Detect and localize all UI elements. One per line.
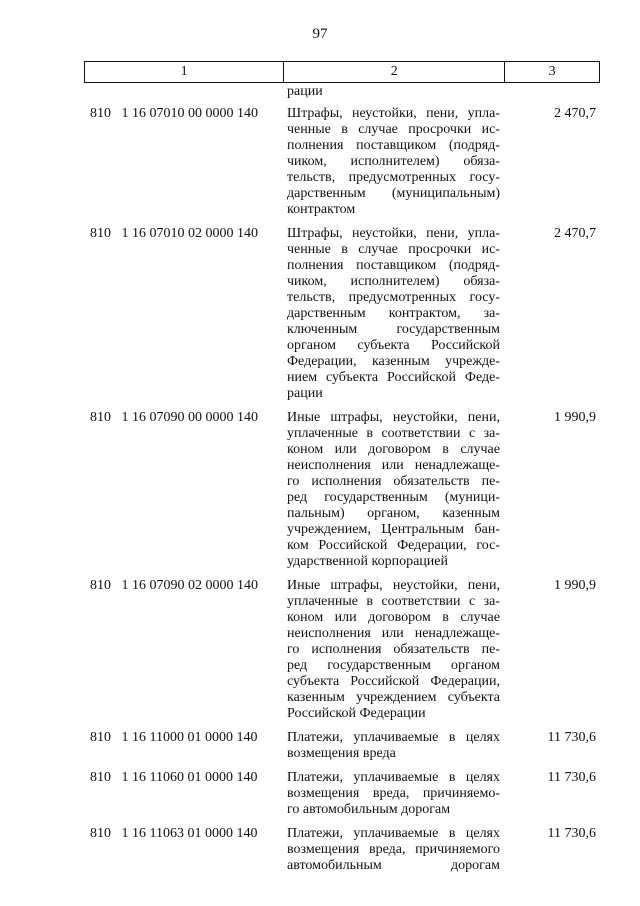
description-line: ченные в случае просрочки ис- <box>287 242 500 257</box>
row-amount: 11 730,6 <box>547 770 596 785</box>
description-line: полнения поставщиком (подряд- <box>287 138 500 153</box>
description-line: субъекта Российской Федерации, <box>287 674 500 689</box>
description-line: коном или договором в случае <box>287 442 500 457</box>
row-description <box>287 226 500 402</box>
description-line: полнения поставщиком (подряд- <box>287 258 500 273</box>
table-row <box>0 730 640 762</box>
description-line: тельств, предусмотренных госу- <box>287 290 500 305</box>
description-line: контрактом <box>287 202 356 217</box>
description-line: возмещения вреда, причиняемого <box>287 842 500 857</box>
table-header <box>84 61 600 83</box>
row-amount: 1 990,9 <box>554 578 596 593</box>
description-line: казенным учреждением субъекта <box>287 690 500 705</box>
description-line: рации <box>287 386 323 401</box>
description-line: Платежи, уплачиваемые в целях <box>287 770 500 785</box>
row-code: 810 1 16 07090 00 0000 140 <box>90 410 258 425</box>
description-line: возмещения вреда, причиняемо- <box>287 786 500 801</box>
description-line: го автомобильным дорогам <box>287 802 451 817</box>
description-line: чиком, исполнителем) обяза- <box>287 154 500 169</box>
row-amount: 11 730,6 <box>547 730 596 745</box>
row-code: 810 1 16 07010 00 0000 140 <box>90 106 258 121</box>
row-description <box>287 106 500 218</box>
row-code: 810 1 16 11000 01 0000 140 <box>90 730 258 745</box>
description-line: чиком, исполнителем) обяза- <box>287 274 500 289</box>
header-col-2: 2 <box>284 62 505 82</box>
description-line: ченные в случае просрочки ис- <box>287 122 500 137</box>
row-code: 810 1 16 11063 01 0000 140 <box>90 826 258 841</box>
description-line: Платежи, уплачиваемые в целях <box>287 826 500 841</box>
row-code: 810 1 16 07010 02 0000 140 <box>90 226 258 241</box>
page-number: 97 <box>312 26 328 42</box>
description-line: пальным) органом, казенным <box>287 506 500 521</box>
description-line: го исполнения обязательств пе- <box>287 642 500 657</box>
row-description <box>287 578 500 722</box>
description-line: органом субъекта Российской <box>287 338 500 353</box>
description-line: тельств, предусмотренных госу- <box>287 170 500 185</box>
description-line: дарственным контрактом, за- <box>287 306 500 321</box>
header-col-1: 1 <box>85 62 284 82</box>
description-line: го исполнения обязательств пе- <box>287 474 500 489</box>
row-code: 810 1 16 07090 02 0000 140 <box>90 578 258 593</box>
description-line: Российской Федерации <box>287 706 426 721</box>
description-line: Штрафы, неустойки, пени, упла- <box>287 226 500 241</box>
description-line: Платежи, уплачиваемые в целях <box>287 730 500 745</box>
description-line: ред государственным органом <box>287 658 500 673</box>
table-row <box>0 226 640 402</box>
description-line: Иные штрафы, неустойки, пени, <box>287 578 500 593</box>
table-body <box>0 106 640 882</box>
row-description <box>287 410 500 570</box>
description-line: неисполнения или ненадлежаще- <box>287 626 500 641</box>
row-description <box>287 770 500 818</box>
description-line: ком Российской Федерации, гос- <box>287 538 500 553</box>
row-code: 810 1 16 11060 01 0000 140 <box>90 770 258 785</box>
row-description <box>287 826 500 874</box>
row-amount: 2 470,7 <box>554 106 596 121</box>
description-line: неисполнения или ненадлежаще- <box>287 458 500 473</box>
description-line: ключенным государственным <box>287 322 500 337</box>
description-line: уплаченные в соответствии с за- <box>287 426 500 441</box>
description-line: уплаченные в соответствии с за- <box>287 594 500 609</box>
description-line: нием субъекта Российской Феде- <box>287 370 500 385</box>
row-amount: 2 470,7 <box>554 226 596 241</box>
table-row <box>0 106 640 218</box>
description-line: возмещения вреда <box>287 746 396 761</box>
description-line: Иные штрафы, неустойки, пени, <box>287 410 500 425</box>
header-col-3: 3 <box>548 64 556 79</box>
table-row <box>0 770 640 818</box>
row-amount: 1 990,9 <box>554 410 596 425</box>
row-amount: 11 730,6 <box>547 826 596 841</box>
description-line: учреждением, Центральным бан- <box>287 522 500 537</box>
description-line: автомобильным дорогам <box>287 858 500 873</box>
table-row <box>0 826 640 874</box>
description-line: Штрафы, неустойки, пени, упла- <box>287 106 500 121</box>
description-line: коном или договором в случае <box>287 610 500 625</box>
table-row <box>0 410 640 570</box>
description-line: ударственной корпорацией <box>287 554 448 569</box>
description-line: ред государственным (муници- <box>287 490 500 505</box>
row-description <box>287 730 500 762</box>
table-row <box>0 578 640 722</box>
description-line: дарственным (муниципальным) <box>287 186 500 201</box>
description-line: Федерации, казенным учрежде- <box>287 354 500 369</box>
continued-text: рации <box>287 84 323 99</box>
